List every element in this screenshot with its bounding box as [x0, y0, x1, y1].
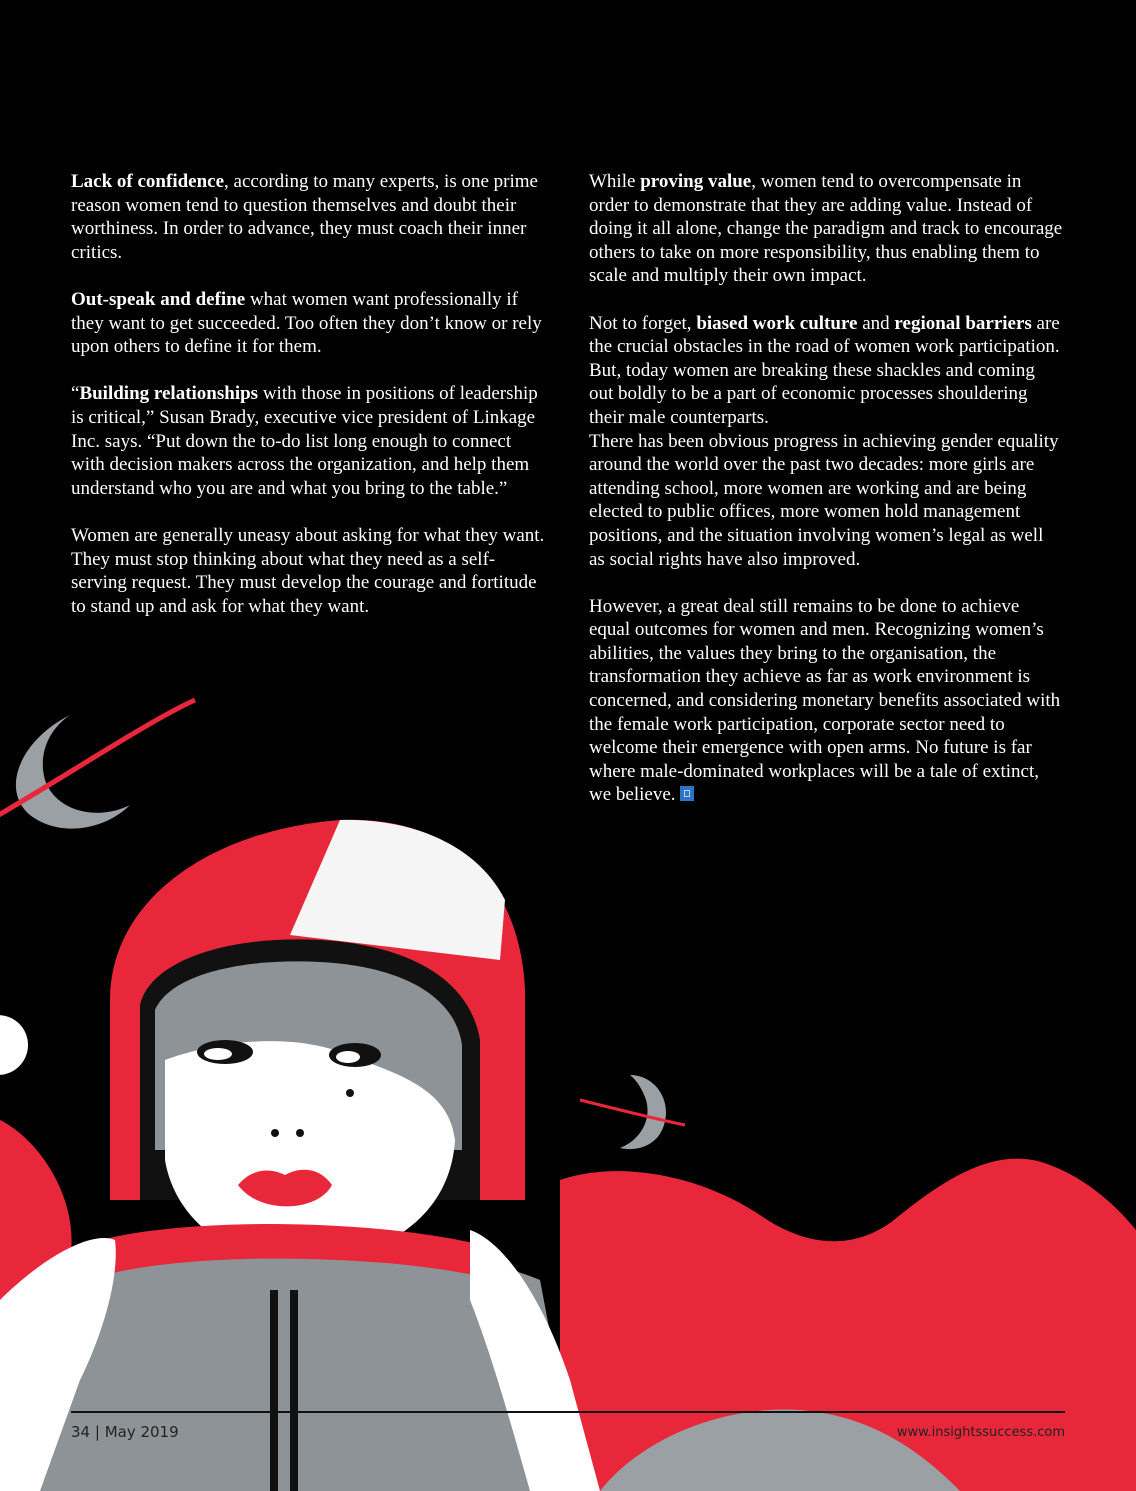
- quote-mark: “: [71, 383, 80, 405]
- paragraph-biased-culture: [589, 312, 1063, 430]
- bold-phrase: Lack of confidence: [71, 171, 225, 192]
- paragraph-text: , according to many experts, is one prime reason women tend to question themselves and doubt their worthiness. In order to advance, they must coach their inner critics.: [71, 171, 538, 263]
- paragraph-prefix: Not to forget,: [589, 312, 697, 334]
- bold-phrase: Out-speak and define: [71, 288, 246, 310]
- suit-stripe-right: [290, 1290, 298, 1491]
- paragraph-text: what women want professionally if they want to get succeeded. Too often they don’t know or rely upon others to define it for them.: [71, 288, 542, 358]
- end-of-article-icon: [680, 786, 694, 801]
- bold-phrase: regional barriers: [894, 312, 1032, 334]
- left-eye-white: [204, 1048, 232, 1060]
- paragraph-connector: and: [857, 312, 895, 334]
- bold-phrase: Building relationships: [79, 383, 259, 405]
- paragraph-out-speak: [71, 288, 549, 359]
- issue-date: May 2019: [104, 1423, 179, 1441]
- paragraph-text: However, a great deal still remains to be done to achieve equal outcomes for women and men. Recognizing women’s abilities, the values they bring to the organisation, the transformation they achieve as far as work environment is concerned, and considering monetary benefits associated with the female work participation, corporate sector need to welcome their emergence with open arms. No future is far where male-dominated workplaces will be a tale of extinct, we believe.: [589, 595, 1061, 806]
- paragraph-text: , women tend to overcompensate in order to demonstrate that they are adding value. Instead of doing it all alone, change the paradigm and track to encourage others to take on more responsibility, thus enabling them to scale and multiply their own impact.: [589, 171, 1063, 287]
- paragraph-asking: [71, 524, 549, 618]
- paragraph-text: Women are generally uneasy about asking for what they want. They must stop thinking about what they need as a self-serving request. They must develop the courage and fortitude to stand up and ask for what they want.: [71, 524, 545, 617]
- white-planet: [0, 1015, 28, 1075]
- paragraph-progress: [589, 430, 1063, 572]
- paragraph-proving-value: [589, 170, 1063, 288]
- paragraph-prefix: While: [589, 171, 641, 192]
- right-text-column: [589, 170, 1063, 831]
- left-text-column: [71, 170, 549, 642]
- bold-phrase: proving value: [640, 171, 752, 192]
- paragraph-text: with those in positions of leadership is critical,” Susan Brady, executive vice president of Linkage Inc. says. “Put down the to-do list long enough to connect with decision makers across the organization, and help them understand who you are and what you bring to the table.”: [71, 383, 538, 499]
- paragraph-building-relationships: [71, 382, 549, 500]
- beauty-mark: [346, 1089, 354, 1097]
- nostril-right: [296, 1129, 304, 1137]
- nostril-left: [271, 1129, 279, 1137]
- footer-divider: [71, 1411, 1065, 1413]
- right-eye-white: [336, 1051, 360, 1063]
- footer-page-info: [71, 1423, 179, 1441]
- footer-separator: |: [90, 1423, 105, 1441]
- footer-url[interactable]: www.insightssuccess.com: [896, 1425, 1065, 1440]
- suit-stripe-left: [270, 1290, 278, 1491]
- orbit-ring-right: [580, 1100, 685, 1125]
- bold-phrase: biased work culture: [696, 312, 858, 334]
- paragraph-lack-of-confidence: [71, 170, 549, 264]
- paragraph-however: [589, 595, 1063, 807]
- paragraph-text: are the crucial obstacles in the road of women work participation. But, today women are breaking these shackles and coming out boldly to be a part of economic processes shouldering their male counterparts.: [589, 312, 1060, 428]
- page-number: 34: [71, 1423, 91, 1441]
- paragraph-text: There has been obvious progress in achieving gender equality around the world over the past two decades: more girls are attending school, more women are working and are being elected to public offices, more women hold management positions, and the situation involving women’s legal as well as social rights have also improved.: [589, 430, 1059, 570]
